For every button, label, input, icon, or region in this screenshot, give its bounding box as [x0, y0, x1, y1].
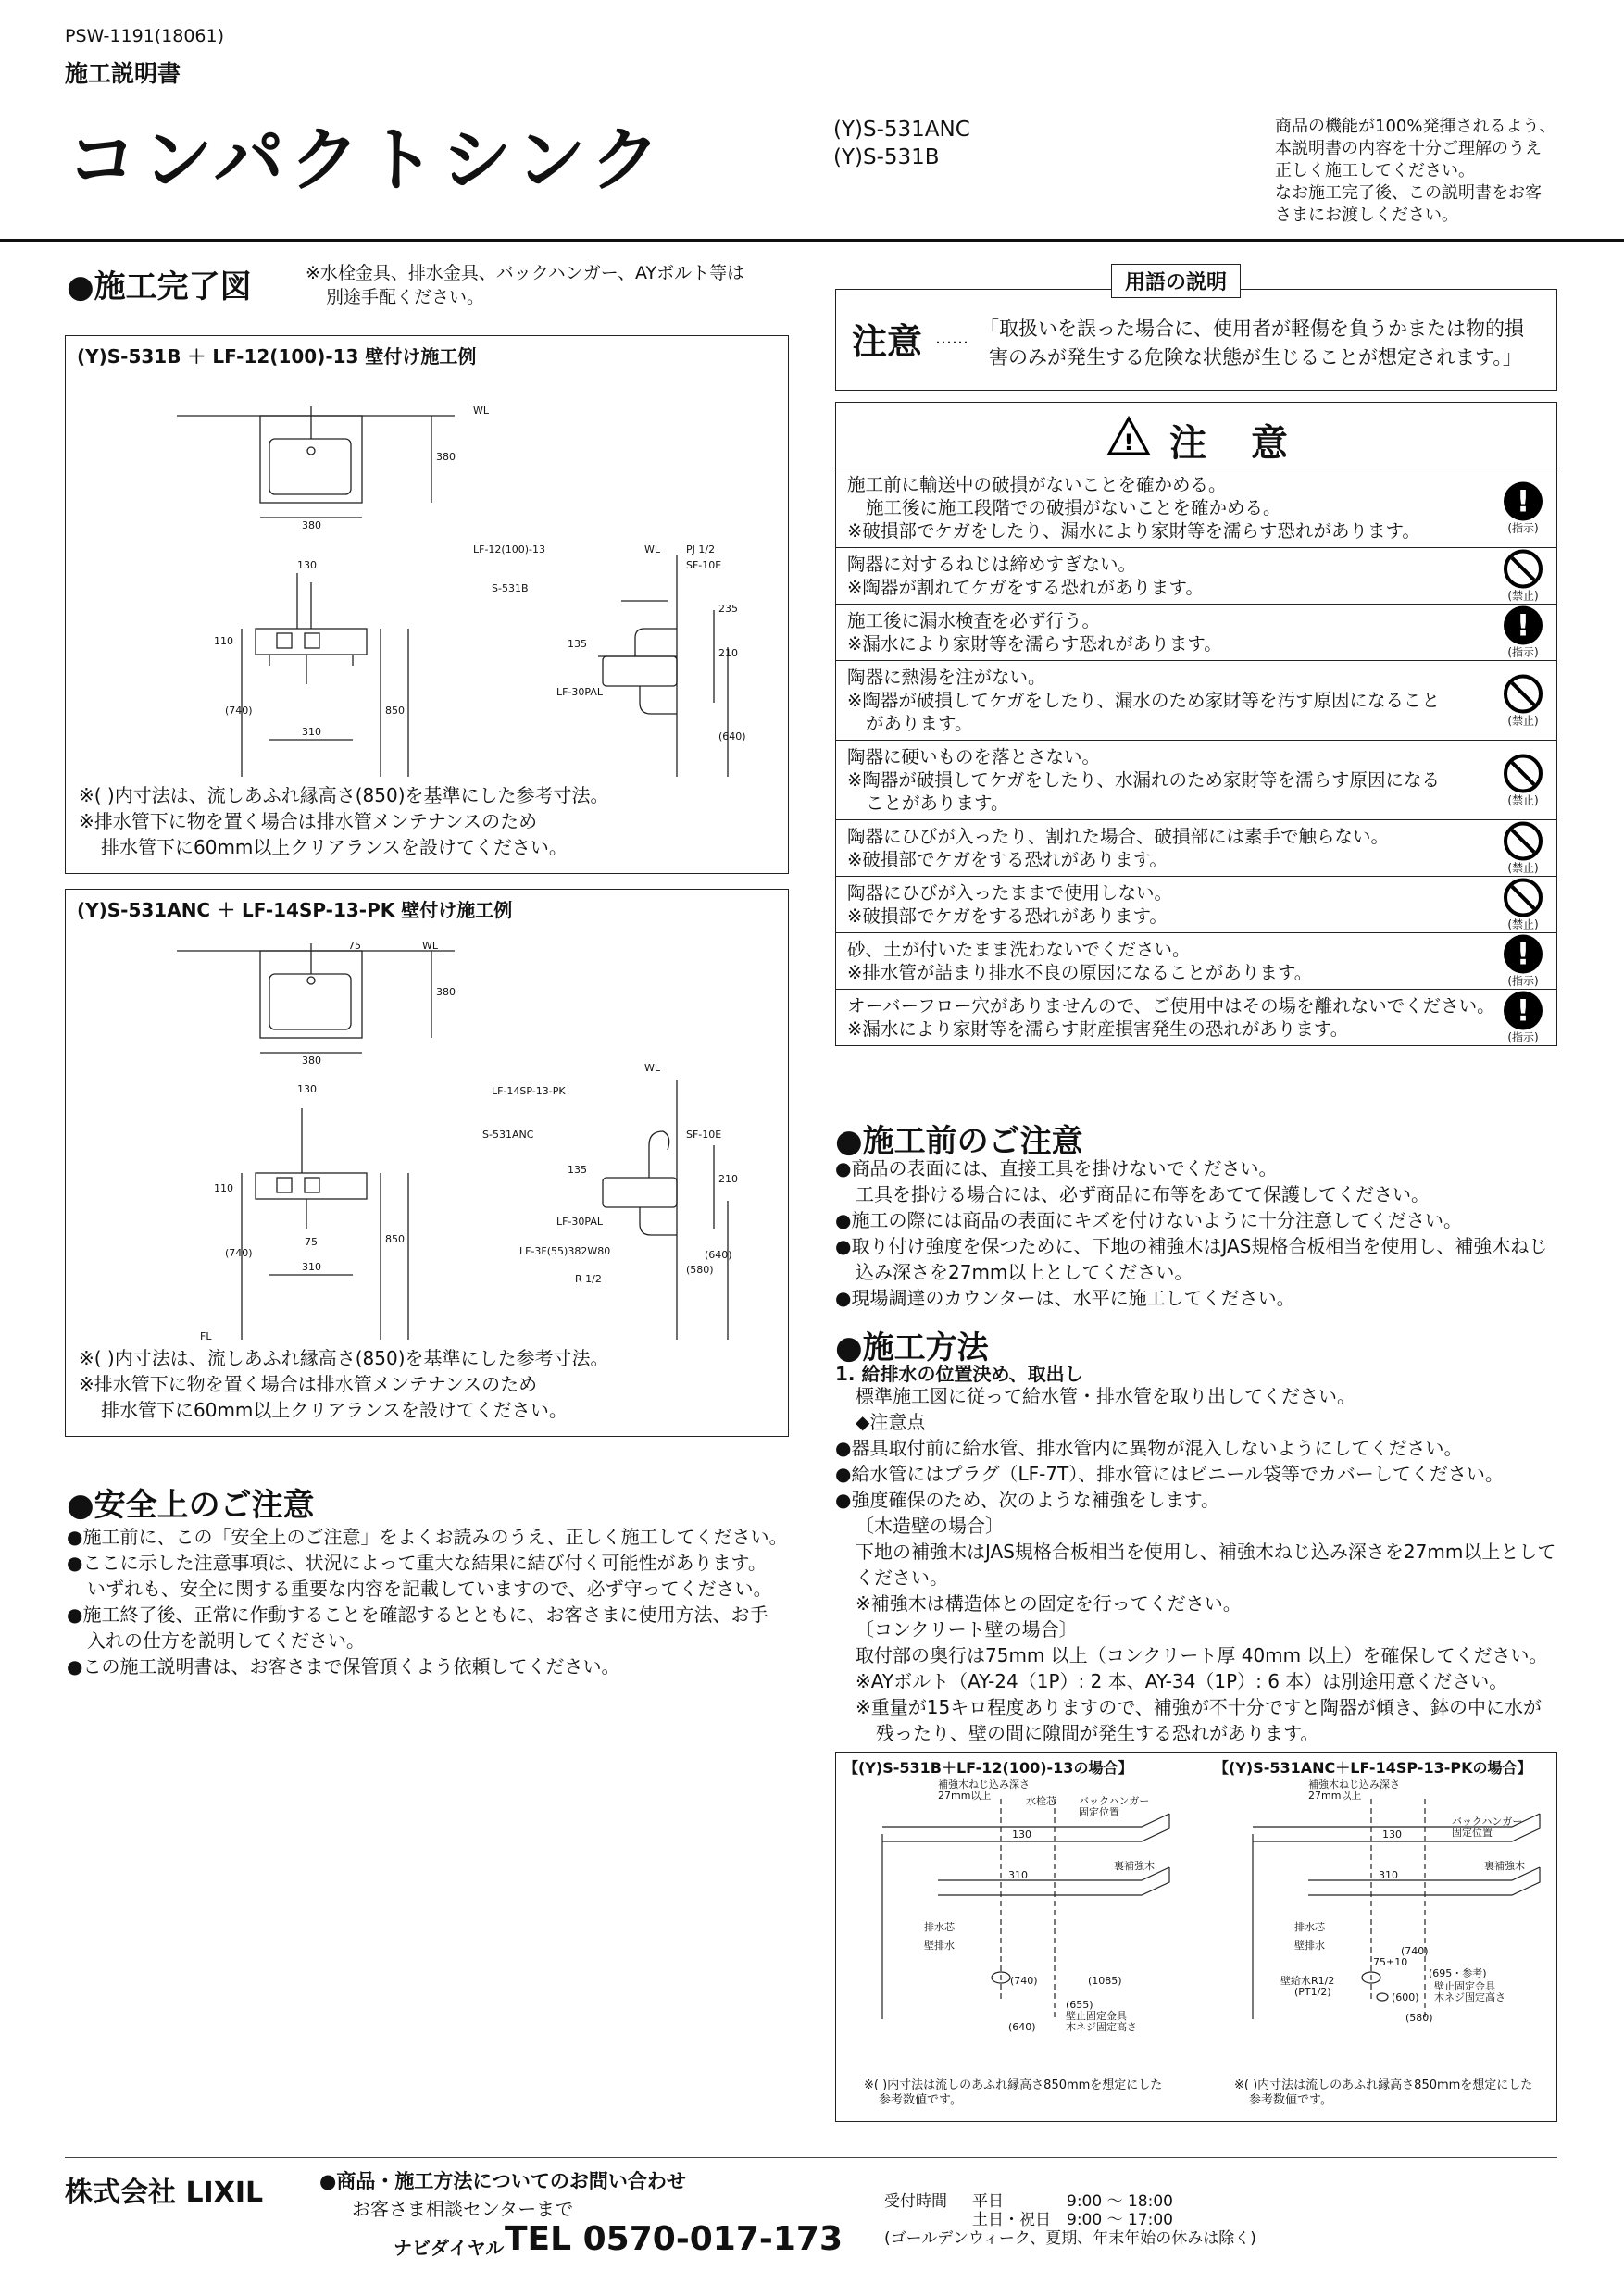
warning-mark: !	[1123, 430, 1134, 455]
weekday-label: 平日	[972, 2192, 1004, 2211]
reinforce-box	[835, 1752, 1557, 2122]
caution-line: 陶器に熱湯を注がない。	[847, 667, 1046, 688]
caution-line: 陶器に対するねじは締めすぎない。	[847, 554, 1137, 575]
caution-line: ※陶器が破損してケガをしたり、水漏れのため家財等を濡らす原因になる	[847, 769, 1440, 791]
caution-line: ※漏水により家財等を濡らす恐れがあります。	[847, 633, 1222, 655]
safety-item: 入れの仕方を説明してください。	[87, 1629, 365, 1652]
label-faucet: 水栓芯	[1026, 1795, 1056, 1807]
caution-icon-wrap	[1499, 879, 1547, 931]
before-item: ●取り付け強度を保つために、下地の補強木はJAS規格合板相当を使用し、補強木ねじ	[835, 1235, 1548, 1257]
method-line: ※補強木は構造体との固定を行ってください。	[856, 1592, 1242, 1615]
label-380-width: 380	[302, 1054, 321, 1067]
before-item: ●施工の際には商品の表面にキズを付けないように十分注意してください。	[835, 1209, 1463, 1231]
caution-table	[835, 402, 1557, 1046]
method-line: ●器具取付前に給水管、排水管内に異物が混入しないようにしてください。	[835, 1437, 1463, 1459]
weekend-label: 土日・祝日	[972, 2211, 1051, 2229]
caution-icon-wrap	[1499, 822, 1547, 875]
label-pj: PJ 1/2	[686, 543, 716, 555]
label-sf: SF-10E	[686, 1129, 722, 1141]
phone-number[interactable]: TEL 0570-017-173	[505, 2220, 843, 2258]
label-135: 135	[568, 638, 587, 650]
model-list	[833, 116, 970, 171]
label-fix: 壁止固定金具	[1066, 2010, 1127, 2022]
terms-word: 注意	[852, 321, 923, 362]
caution-title: 注 意	[1169, 422, 1292, 465]
instruction-icon: !	[1504, 481, 1543, 520]
label-380-height: 380	[436, 986, 456, 998]
notice-line: 本説明書の内容を十分ご理解のうえ	[1275, 139, 1542, 158]
prohibition-icon	[1504, 754, 1543, 792]
label-210: 210	[718, 647, 738, 659]
prohibition-icon	[1504, 550, 1543, 589]
inquiry-title: ●商品・施工方法についてのお問い合わせ	[319, 2170, 686, 2192]
method-line: ※重量が15キロ程度ありますので、補強が不十分ですと陶器が傾き、鉢の中に水が	[856, 1696, 1543, 1718]
label-depth2: 27mm以上	[938, 1790, 992, 1802]
label-lf30: LF-30PAL	[556, 686, 604, 698]
label-135: 135	[568, 1164, 587, 1176]
example2-box	[65, 889, 789, 1437]
example2-notes	[79, 1345, 609, 1423]
method-line: 〔木造壁の場合〕	[856, 1515, 1004, 1537]
caution-row	[835, 933, 1557, 990]
label-380-height: 380	[436, 451, 456, 463]
label-130: 130	[297, 1083, 317, 1095]
caution-icon-wrap	[1499, 550, 1547, 603]
caution-header	[835, 402, 1557, 468]
method-line: ●強度確保のため、次のような補強をします。	[835, 1489, 1220, 1511]
note-line: 参考数値です。	[1249, 2093, 1332, 2107]
label-130: 130	[1382, 1828, 1402, 1841]
completion-note	[306, 261, 744, 309]
terms-line: 「取扱いを誤った場合に、使用者が軽傷を負うかまたは物的損	[980, 318, 1524, 340]
caution-row	[835, 468, 1557, 548]
label-740: (740)	[225, 1247, 253, 1259]
method-line: 下地の補強木はJAS規格合板相当を使用し、補強木ねじ込み深さを27mm以上として	[856, 1541, 1556, 1563]
support-center: お客さま相談センターまで	[352, 2198, 574, 2220]
example1-title: (Y)S-531B ＋ LF-12(100)-13 壁付け施工例	[77, 345, 477, 368]
caution-line: ことがあります。	[866, 792, 1009, 814]
caution-row	[835, 990, 1557, 1046]
label-hanger: バックハンガー	[1079, 1795, 1150, 1807]
safety-item: いずれも、安全に関する重要な内容を記載していますので、必ず守ってください。	[87, 1578, 772, 1600]
label-580: (580)	[686, 1264, 714, 1276]
example2-drawing	[66, 923, 788, 1340]
document-kind: 施工説明書	[65, 60, 181, 87]
before-heading: ●施工前のご注意	[835, 1123, 1083, 1160]
label-back: 裏補強木	[1484, 1860, 1525, 1872]
label-380-width: 380	[302, 519, 321, 531]
note-line: ※排水管下に物を置く場合は排水管メンテナンスのため	[79, 1373, 538, 1395]
safety-list	[67, 1524, 788, 1679]
caution-rows	[835, 468, 1557, 1046]
label-580: (580)	[1405, 2012, 1433, 2024]
before-item: 込み深さを27mm以上としてください。	[856, 1261, 1193, 1283]
safety-heading: ●安全上のご注意	[67, 1487, 315, 1524]
hours-label: 受付時間	[884, 2192, 947, 2211]
terms-text	[980, 315, 1524, 372]
notice-line: 商品の機能が100%発揮されるよう、	[1275, 117, 1556, 136]
label-600: (600)	[1392, 1991, 1419, 2003]
caution-line: ※破損部でケガをしたり、漏水により家財等を濡らす恐れがあります。	[847, 520, 1420, 542]
terms-dots: ……	[935, 329, 968, 348]
label-740: (740)	[1010, 1975, 1038, 1987]
header-divider	[0, 239, 1624, 242]
caution-line: 陶器にひびが入ったままで使用しない。	[847, 882, 1173, 904]
method-heading: ●施工方法	[835, 1329, 989, 1366]
document-number: PSW-1191(18061)	[65, 26, 225, 46]
caution-line: 施工前に輸送中の破損がないことを確かめる。	[847, 474, 1227, 495]
label-back: 裏補強木	[1114, 1860, 1155, 1872]
example1-box	[65, 335, 789, 874]
label-310: 310	[1008, 1869, 1028, 1881]
example2-title: (Y)S-531ANC ＋ LF-14SP-13-PK 壁付け施工例	[77, 899, 513, 921]
method-line: ください。	[856, 1566, 948, 1589]
terms-line: 害のみが発生する危険な状態が生じることが想定されます。」	[989, 346, 1522, 368]
label-depth2: 27mm以上	[1308, 1790, 1362, 1802]
method-line: 〔コンクリート壁の場合〕	[856, 1618, 1078, 1641]
example1-drawing	[66, 369, 788, 777]
label-supply2: (PT1/2)	[1294, 1986, 1331, 1998]
label-850: 850	[385, 705, 405, 717]
label-lf30: LF-30PAL	[556, 1216, 604, 1228]
method-line: 残ったり、壁の間に隙間が発生する恐れがあります。	[876, 1722, 1319, 1744]
caution-row	[835, 820, 1557, 877]
label-wl: WL	[473, 405, 490, 417]
before-item: 工具を掛ける場合には、必ず商品に布等をあてて保護してください。	[856, 1183, 1430, 1205]
method-list	[835, 1383, 1555, 1746]
caution-line: があります。	[866, 713, 973, 734]
navi-dial: ナビダイヤル	[394, 2237, 505, 2259]
label-lf14: LF-14SP-13-PK	[492, 1085, 566, 1097]
business-hours	[884, 2192, 1256, 2248]
model-number: (Y)S-531B	[833, 145, 940, 169]
caution-line: 陶器にひびが入ったり、割れた場合、破損部には素手で触らない。	[847, 826, 1390, 847]
company-name: 株式会社 LIXIL	[65, 2177, 264, 2209]
label-wl2: WL	[644, 1062, 661, 1074]
label-1085: (1085)	[1088, 1975, 1122, 1987]
warning-triangle-icon	[1106, 416, 1151, 456]
caution-line: 施工後に漏水検査を必ず行う。	[847, 610, 1101, 631]
notice-line: なお施工完了後、この説明書をお客	[1275, 183, 1542, 203]
reinforce-left-note	[864, 2078, 1162, 2108]
icon-label: (指示)	[1507, 645, 1539, 659]
page-title: コンパクトシンク	[67, 119, 667, 201]
label-sf: SF-10E	[686, 559, 722, 571]
label-75: 75	[348, 940, 361, 952]
label-supply: 壁給水R1/2	[1280, 1975, 1335, 1987]
reinforce-right-title: 【(Y)S-531ANC＋LF-14SP-13-PKの場合】	[1214, 1759, 1532, 1777]
weekend-time: 9:00 〜 17:00	[1067, 2211, 1173, 2229]
label-wall: 壁排水	[1294, 1940, 1325, 1952]
label-310: 310	[302, 1261, 321, 1273]
label-850: 850	[385, 1233, 405, 1245]
instruction-icon: !	[1504, 935, 1543, 974]
caution-row	[835, 661, 1557, 741]
label-s531anc: S-531ANC	[482, 1129, 534, 1141]
method-step1: 1. 給排水の位置決め、取出し	[835, 1363, 1083, 1385]
method-line: ※AYボルト（AY-24（1P）: 2 本、AY-34（1P）: 6 本）は別途用意ください。	[856, 1670, 1508, 1692]
caution-row	[835, 877, 1557, 933]
note-line: ※水栓金具、排水金具、バックハンガー、AYボルト等は	[306, 263, 745, 283]
caution-line: ※破損部でケガをする恐れがあります。	[847, 849, 1168, 870]
label-depth: 補強木ねじ込み深さ	[1308, 1778, 1400, 1791]
label-310: 310	[1379, 1869, 1398, 1881]
caution-line: ※陶器が破損してケガをしたり、漏水のため家財等を汚す原因になること	[847, 690, 1440, 711]
label-75b: 75	[305, 1236, 318, 1248]
icon-label: (指示)	[1507, 1030, 1539, 1044]
label-hanger: バックハンガー	[1452, 1816, 1523, 1828]
caution-row	[835, 548, 1557, 605]
method-line: ●給水管にはプラグ（LF-7T）、排水管にはビニール袋等でカバーしてください。	[835, 1463, 1504, 1485]
icon-label: (禁止)	[1507, 793, 1539, 806]
note-line: 参考数値です。	[879, 2093, 962, 2107]
label-fl: FL	[200, 1330, 212, 1340]
label-655: (655)	[1066, 1999, 1093, 2011]
method-line: 標準施工図に従って給水管・排水管を取り出してください。	[856, 1385, 1355, 1407]
caution-line: ※漏水により家財等を濡らす財産損害発生の恐れがあります。	[847, 1018, 1349, 1040]
label-130: 130	[297, 559, 317, 571]
footer-divider	[65, 2157, 1557, 2158]
caution-line: オーバーフロー穴がありませんので、ご使用中はその場を離れないでください。	[847, 995, 1495, 1017]
before-item: ●商品の表面には、直接工具を掛けないでください。	[835, 1157, 1278, 1179]
instruction-icon: !	[1504, 606, 1543, 645]
label-hanger2: 固定位置	[1079, 1806, 1119, 1818]
completion-heading: ●施工完了図	[67, 268, 252, 306]
label-110: 110	[214, 635, 233, 647]
note-line: 排水管下に60mm以上クリアランスを設けてください。	[101, 836, 568, 858]
label-fix: 壁止固定金具	[1434, 1980, 1495, 1992]
caution-icon-wrap	[1499, 992, 1547, 1044]
header-notice	[1275, 116, 1555, 227]
model-number: (Y)S-531ANC	[833, 118, 970, 142]
method-line: 取付部の奥行は75mm 以上（コンクリート厚 40mm 以上）を確保してください。	[856, 1644, 1548, 1666]
caution-line: 陶器に硬いものを落とさない。	[847, 746, 1101, 767]
label-310: 310	[302, 726, 321, 738]
label-depth: 補強木ねじ込み深さ	[938, 1778, 1030, 1791]
prohibition-icon	[1504, 879, 1543, 917]
label-fix2: 木ネジ固定高さ	[1066, 2021, 1137, 2033]
caution-line: ※破損部でケガをする恐れがあります。	[847, 905, 1168, 927]
caution-line: 施工後に施工段階での破損がないことを確かめる。	[866, 497, 1281, 518]
caution-icon-wrap	[1499, 606, 1547, 659]
icon-label: (禁止)	[1507, 917, 1539, 931]
reinforce-drawing	[836, 1778, 1556, 2065]
label-fix2: 木ネジ固定高さ	[1434, 1991, 1505, 2003]
label-110: 110	[214, 1182, 233, 1194]
caution-icon-wrap	[1499, 481, 1547, 534]
caution-icon-wrap	[1499, 935, 1547, 988]
note-line: 排水管下に60mm以上クリアランスを設けてください。	[101, 1399, 568, 1421]
caution-line: ※排水管が詰まり排水不良の原因になることがあります。	[847, 962, 1313, 983]
label-640: (640)	[1008, 2021, 1036, 2033]
before-list	[835, 1155, 1547, 1311]
caution-icon-wrap	[1499, 754, 1547, 806]
label-drain: 排水芯	[924, 1921, 955, 1933]
label-695: (695・参考)	[1429, 1967, 1487, 1979]
note-line: ※( )内寸法は、流しあふれ縁高さ(850)を基準にした参考寸法。	[79, 1347, 609, 1369]
caution-line: ※陶器が割れてケガをする恐れがあります。	[847, 577, 1204, 598]
safety-item: ●施工終了後、正常に作動することを確認するとともに、お客さまに使用方法、お手	[67, 1603, 768, 1626]
reinforce-right-note	[1234, 2078, 1532, 2108]
note-line: ※排水管下に物を置く場合は排水管メンテナンスのため	[79, 810, 538, 832]
icon-label: (禁止)	[1507, 589, 1539, 603]
notice-line: さまにお渡しください。	[1275, 206, 1458, 225]
safety-item: ●ここに示した注意事項は、状況によって重大な結果に結び付く可能性があります。	[67, 1552, 767, 1574]
reinforce-left-title: 【(Y)S-531B＋LF-12(100)-13の場合】	[843, 1759, 1133, 1777]
weekday-time: 9:00 〜 18:00	[1067, 2192, 1173, 2211]
label-130: 130	[1012, 1828, 1031, 1841]
caution-icon-wrap	[1499, 674, 1547, 727]
safety-item: ●この施工説明書は、お客さまで保管頂くよう依頼してください。	[67, 1655, 620, 1678]
before-item: ●現場調達のカウンターは、水平に施工してください。	[835, 1287, 1295, 1309]
label-s531b: S-531B	[492, 582, 529, 594]
label-drain: 排水芯	[1294, 1921, 1325, 1933]
label-hanger2: 固定位置	[1452, 1827, 1493, 1839]
holiday-note: (ゴールデンウィーク、夏期、年末年始の休みは除く)	[884, 2229, 1256, 2248]
label-740: (740)	[1401, 1945, 1429, 1957]
note-line: 別途手配ください。	[326, 287, 485, 307]
caution-row	[835, 605, 1557, 661]
note-line: ※( )内寸法は流しのあふれ縁高さ850mmを想定にした	[864, 2078, 1163, 2092]
method-line: ◆注意点	[856, 1411, 926, 1433]
label-640: (640)	[705, 1249, 732, 1261]
label-wl2: WL	[644, 543, 661, 555]
label-r12: R 1/2	[575, 1273, 602, 1285]
prohibition-icon	[1504, 674, 1543, 713]
notice-line: 正しく施工してください。	[1275, 161, 1475, 181]
instruction-icon: !	[1504, 992, 1543, 1030]
note-line: ※( )内寸法は、流しあふれ縁高さ(850)を基準にした参考寸法。	[79, 784, 609, 806]
caution-row	[835, 741, 1557, 820]
safety-item: ●施工前に、この「安全上のご注意」をよくお読みのうえ、正しく施工してください。	[67, 1526, 788, 1548]
label-235: 235	[718, 603, 738, 615]
terms-title: 用語の説明	[1111, 264, 1241, 298]
label-640: (640)	[718, 730, 746, 742]
label-740: (740)	[225, 705, 253, 717]
note-line: ※( )内寸法は流しのあふれ縁高さ850mmを想定にした	[1234, 2078, 1533, 2092]
prohibition-icon	[1504, 822, 1543, 861]
icon-label: (指示)	[1507, 974, 1539, 988]
caution-line: 砂、土が付いたまま洗わないでください。	[847, 939, 1191, 960]
icon-label: (指示)	[1507, 521, 1539, 534]
label-75: 75±10	[1373, 1956, 1408, 1968]
label-lf12: LF-12(100)-13	[473, 543, 545, 555]
label-210: 210	[718, 1173, 738, 1185]
label-lf3f: LF-3F(55)382W80	[519, 1245, 611, 1257]
example1-notes	[79, 782, 609, 860]
icon-label: (禁止)	[1507, 714, 1539, 727]
label-wl: WL	[422, 940, 439, 952]
label-wall: 壁排水	[924, 1940, 955, 1952]
icon-label: (禁止)	[1507, 861, 1539, 875]
